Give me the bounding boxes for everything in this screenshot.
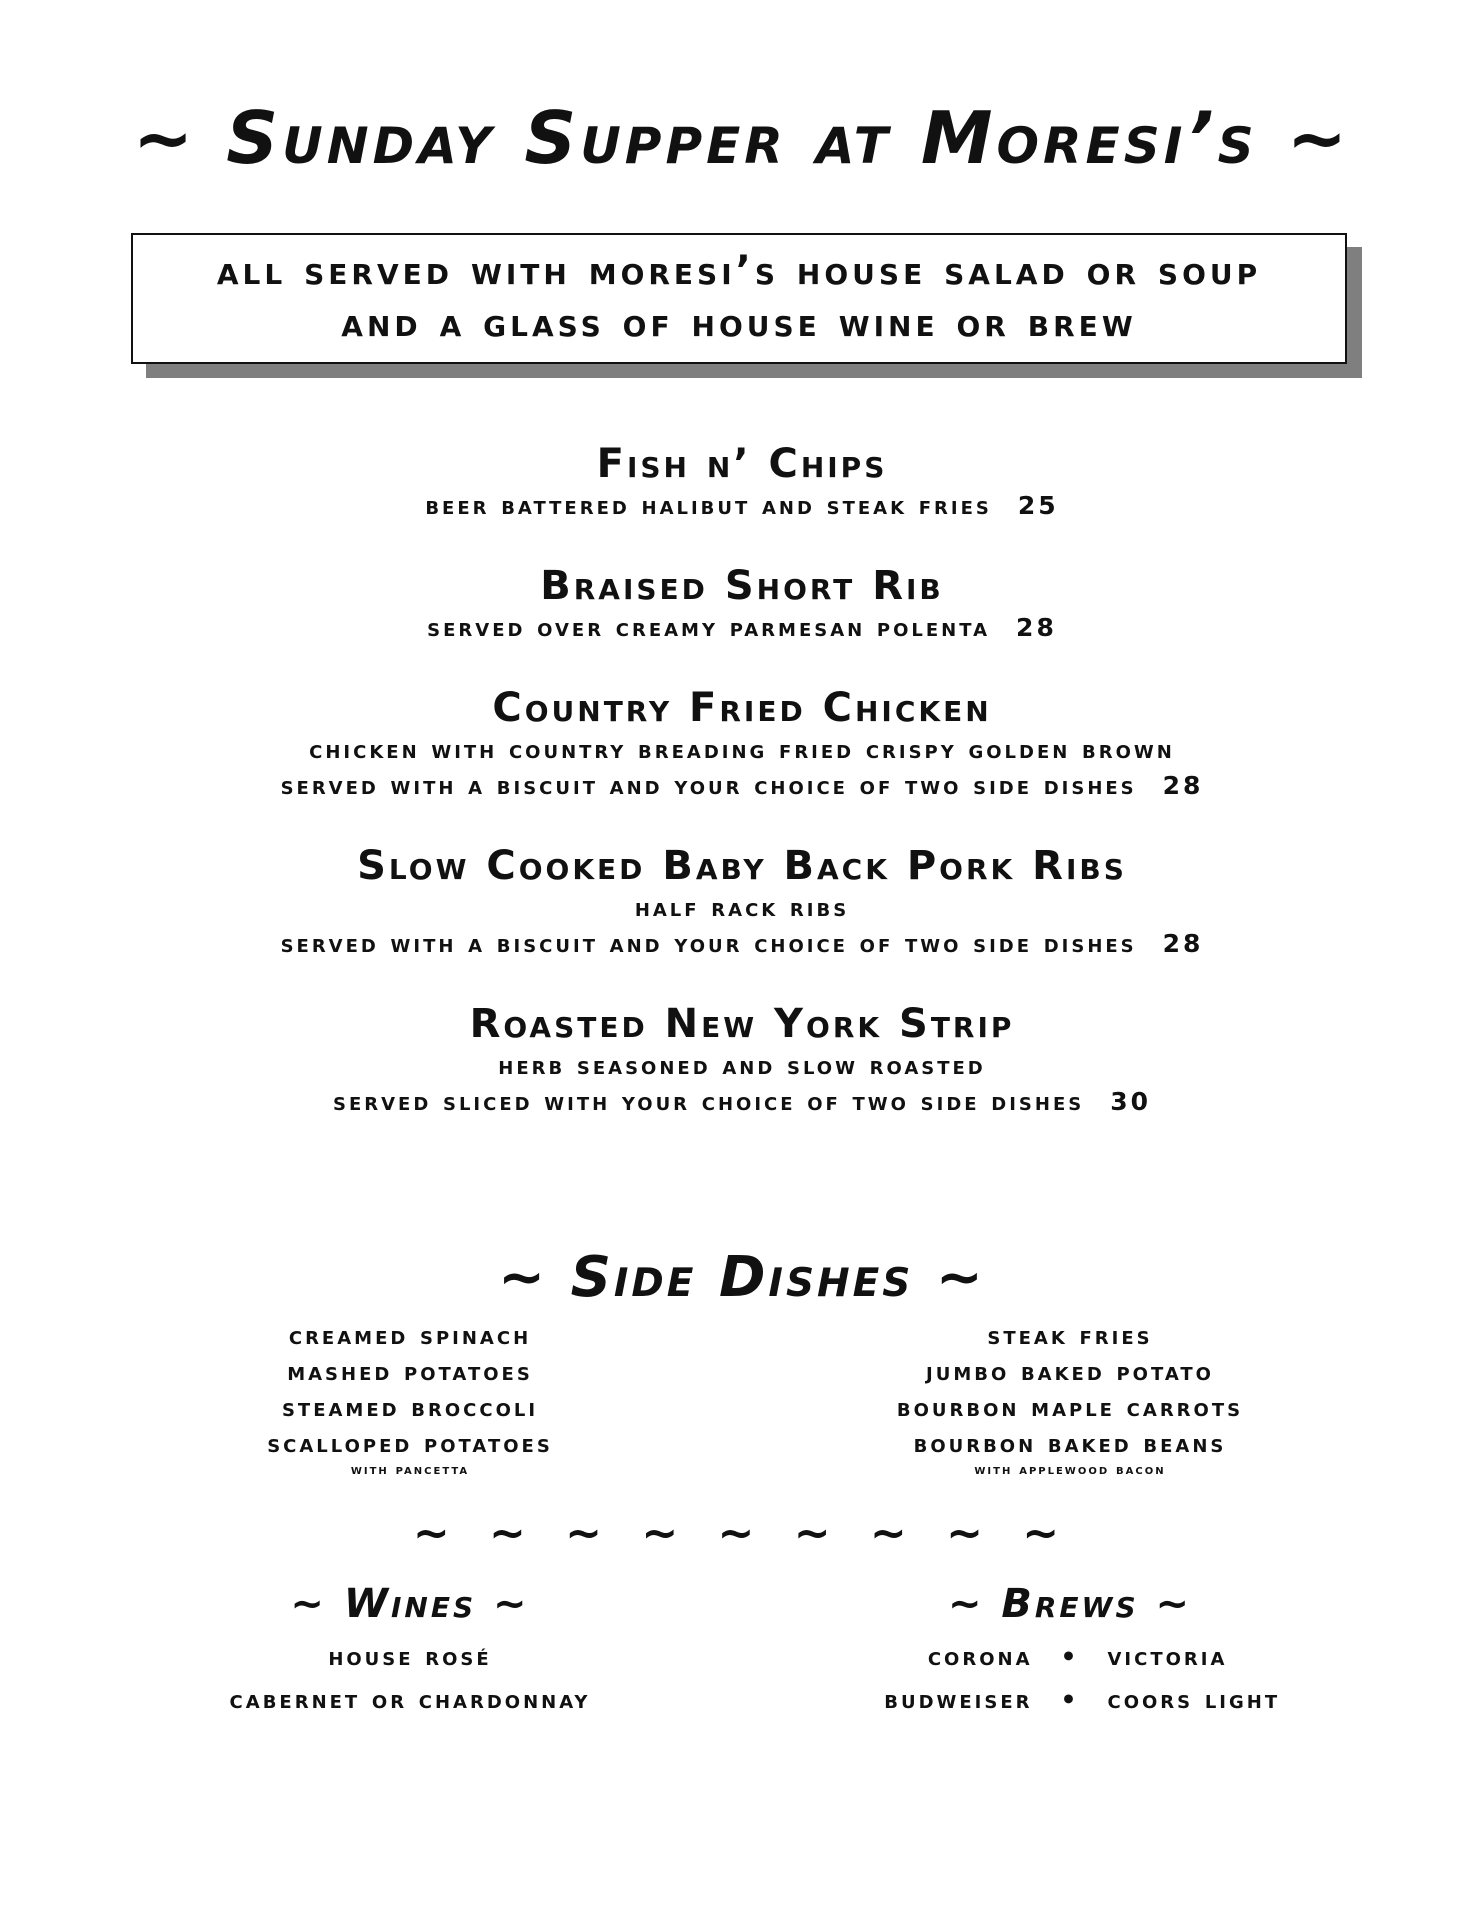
wines-list: [160, 1635, 660, 1721]
item-description-text: served with a biscuit and your choice of two side dishes: [280, 771, 1137, 800]
brews-heading: ~ Brews ~: [947, 1581, 1193, 1627]
item-name: Braised Short Rib: [540, 563, 944, 609]
menu-item: [0, 684, 1484, 804]
brew-row: [770, 1678, 1370, 1721]
side-dish-item: scalloped potatoes: [267, 1429, 553, 1458]
brew-item: budweiser: [884, 1685, 1033, 1714]
brew-item: victoria: [1107, 1642, 1228, 1671]
tilde-divider: ~ ~ ~ ~ ~ ~ ~ ~ ~: [412, 1508, 1072, 1559]
menu-items: [0, 440, 1484, 1158]
side-dishes-left-column: [160, 1318, 660, 1478]
brews-list: [770, 1635, 1370, 1721]
item-description: [0, 768, 1484, 804]
item-price: 25: [1017, 491, 1059, 520]
item-description-text: beer battered halibut and steak fries: [425, 491, 992, 520]
brew-item: corona: [927, 1642, 1033, 1671]
item-description: [0, 1084, 1484, 1120]
item-price: 30: [1110, 1087, 1151, 1116]
side-dish-item: bourbon baked beans: [913, 1429, 1227, 1458]
item-name: Fish n’ Chips: [596, 441, 888, 487]
item-description: chicken with country breading fried crispy golden brown: [309, 735, 1175, 764]
item-price: 28: [1162, 929, 1204, 958]
item-description: [0, 926, 1484, 962]
bullet-separator: •: [1060, 1642, 1080, 1671]
item-description: [0, 610, 1484, 646]
side-dishes-heading: ~ Side Dishes ~: [498, 1245, 986, 1310]
item-price: 28: [1162, 771, 1204, 800]
bullet-separator: •: [1060, 1685, 1080, 1714]
menu-item: [0, 440, 1484, 524]
item-description-text: served over creamy parmesan polenta: [427, 613, 991, 642]
side-dish-item: steak fries: [987, 1321, 1153, 1350]
wines-heading: ~ Wines ~: [290, 1581, 530, 1627]
side-dish-note: with applewood bacon: [974, 1462, 1166, 1478]
item-description-text: served sliced with your choice of two side dishes: [333, 1087, 1085, 1116]
side-dish-note: with pancetta: [350, 1462, 470, 1478]
page-title: ~ Sunday Supper at Moresi’s ~: [132, 96, 1352, 180]
side-dish-item: bourbon maple carrots: [896, 1393, 1244, 1422]
side-dishes-right-column: [820, 1318, 1320, 1478]
side-dish-item: steamed broccoli: [281, 1393, 539, 1422]
item-description-text: served with a biscuit and your choice of two side dishes: [280, 929, 1137, 958]
brew-item: coors light: [1107, 1685, 1281, 1714]
item-name: Slow Cooked Baby Back Pork Ribs: [357, 843, 1127, 889]
menu-item: [0, 842, 1484, 962]
side-dish-item: mashed potatoes: [287, 1357, 533, 1386]
item-name: Roasted New York Strip: [469, 1001, 1015, 1047]
menu-item: [0, 1000, 1484, 1120]
wine-item: house rosé: [328, 1642, 492, 1671]
side-dish-item: jumbo baked potato: [926, 1357, 1214, 1386]
banner-line-1: all served with moresi’s house salad or soup: [216, 248, 1262, 294]
item-description: half rack ribs: [634, 893, 850, 922]
wine-item: cabernet or chardonnay: [229, 1685, 591, 1714]
brew-row: [770, 1635, 1370, 1678]
item-name: Country Fried Chicken: [492, 685, 992, 731]
side-dish-item: creamed spinach: [288, 1321, 532, 1350]
item-description: herb seasoned and slow roasted: [498, 1051, 986, 1080]
banner-box: [131, 233, 1347, 364]
banner-line-2: and a glass of house wine or brew: [341, 300, 1137, 346]
item-price: 28: [1016, 613, 1057, 642]
menu-item: [0, 562, 1484, 646]
item-description: [0, 488, 1484, 524]
